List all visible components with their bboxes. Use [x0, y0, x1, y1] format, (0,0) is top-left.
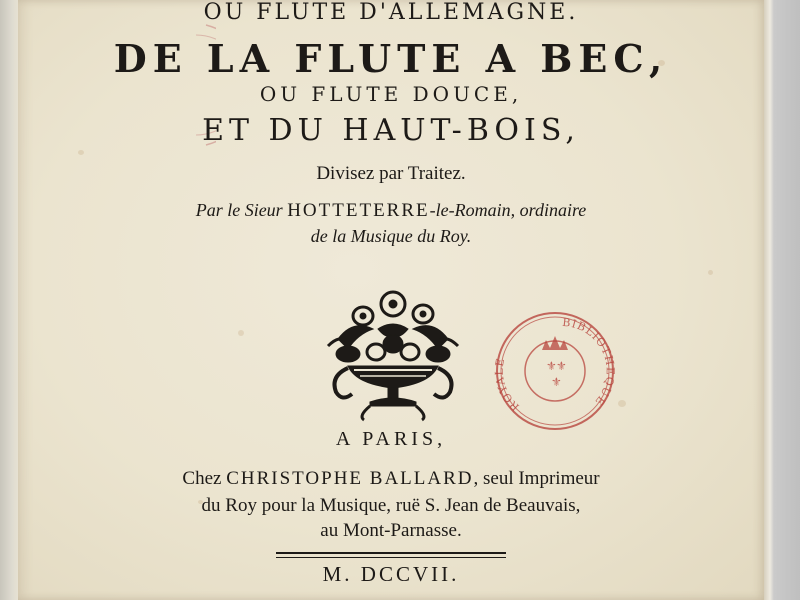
bibliotheque-royale-stamp — [490, 306, 620, 436]
imprint-line-2: du Roy pour la Musique, ruë S. Jean de Beauvais, — [201, 495, 581, 516]
printer-name: CHRISTOPHE BALLARD — [226, 468, 474, 489]
fleur-de-lis-icon: ⚜ — [551, 375, 562, 389]
divider-rule — [276, 552, 506, 558]
author-name: HOTTETERRE — [287, 200, 430, 221]
svg-text:BIBLIOTHEQUE — [562, 316, 617, 409]
imprint-line-3: au Mont-Parnasse. — [320, 520, 462, 541]
foxing-spot — [78, 150, 84, 155]
title-line-flute-allemagne: OU FLUTE D'ALLEMAGNE. — [203, 0, 579, 25]
flower-basket-ornament — [318, 284, 468, 424]
imprint-prefix: Chez — [182, 468, 227, 489]
fleur-de-lis-icon: ⚜ — [556, 359, 567, 373]
title-line-haut-bois: ET DU HAUT-BOIS, — [202, 113, 580, 148]
stamp-text-royale: ROYALE — [492, 356, 522, 414]
foxing-spot — [238, 330, 244, 336]
title-page — [18, 0, 764, 600]
author-line — [18, 200, 764, 222]
publication-date: M. DCCVII. — [322, 562, 460, 586]
imprint-line-1-suffix: , seul Imprimeur — [473, 468, 600, 489]
author-line-2: de la Musique du Roy. — [310, 226, 472, 246]
subtitle-divisez: Divisez par Traitez. — [316, 163, 466, 184]
author-suffix: -le-Romain, ordinaire — [429, 200, 587, 220]
fleur-de-lis-icon: ⚜ — [546, 359, 557, 373]
stamp-text-bibliotheque: BIBLIOTHEQUE — [561, 315, 617, 409]
imprint-line-1 — [18, 468, 764, 490]
title-line-flute-a-bec: DE LA FLUTE A BEC, — [113, 36, 669, 81]
page-edge — [764, 0, 774, 600]
author-prefix: Par le Sieur — [195, 200, 288, 220]
title-line-flute-douce: OU FLUTE DOUCE, — [259, 82, 523, 106]
imprint-city: A PARIS, — [335, 428, 447, 450]
foxing-spot — [708, 270, 713, 275]
